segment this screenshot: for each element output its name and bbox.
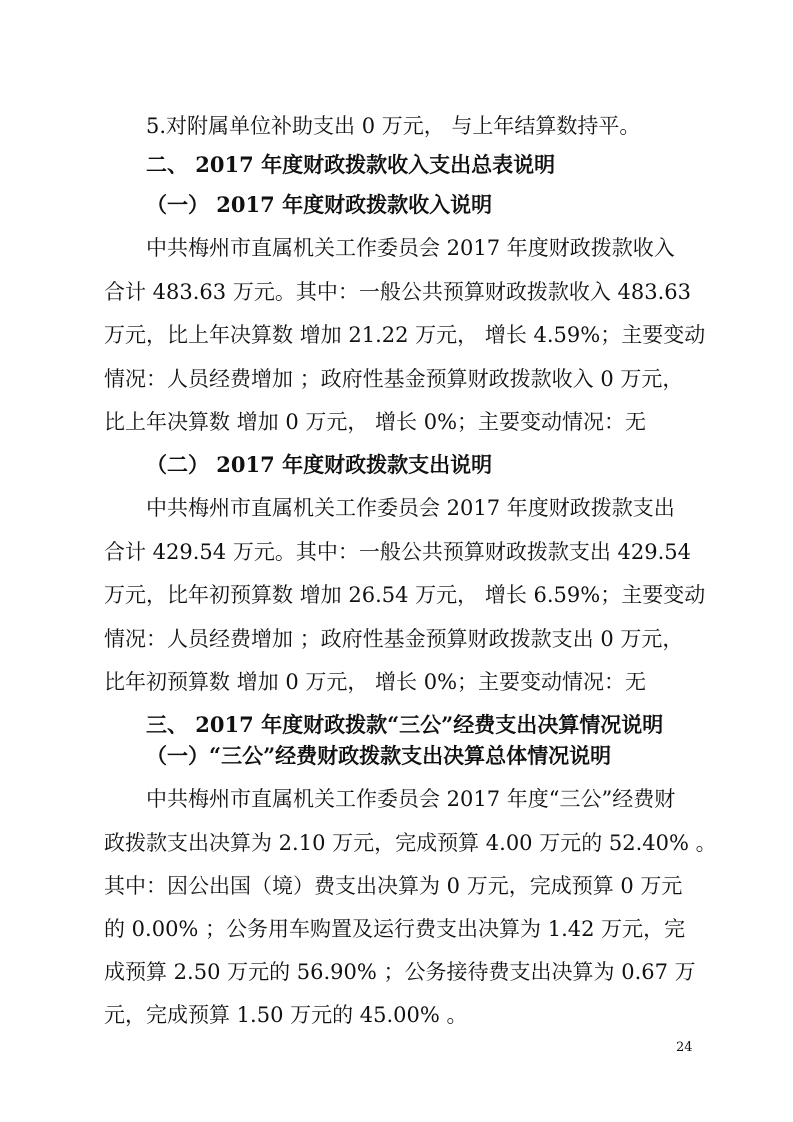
text-line: 其中：因公出国（境）费支出决算为 0 万元，完成预算 0 万元 [104,874,683,898]
subsection-heading: （一）“三公”经费财政拨款支出决算总体情况说明 [146,743,612,768]
text-line: 中共梅州市直属机关工作委员会 2017 年度财政拨款支出 [146,496,675,520]
text-line: 元，完成预算 1.50 万元的 45.00% 。 [104,1003,468,1027]
text-line: 成预算 2.50 万元的 56.90% ；公务接待费支出决算为 0.67 万 [104,960,696,984]
text-line: 万元，比年初预算数 增加 26.54 万元， 增长 6.59%；主要变动 [104,583,706,607]
text-line: 合计 483.63 万元。其中：一般公共预算财政拨款收入 483.63 [104,280,691,304]
text-line: 情况：人员经费增加 ；政府性基金预算财政拨款支出 0 万元， [104,627,684,651]
text-line: 比上年决算数 增加 0 万元， 增长 0%；主要变动情况：无 [104,410,647,434]
text-line: 情况：人员经费增加 ；政府性基金预算财政拨款收入 0 万元， [104,367,684,391]
text-line: 政拨款支出决算为 2.10 万元，完成预算 4.00 万元的 52.40% 。 [104,831,717,855]
text-line: 5.对附属单位补助支出 0 万元， 与上年结算数持平。 [146,114,641,138]
subsection-heading: （二） 2017 年度财政拨款支出说明 [146,452,493,477]
text-line: 比年初预算数 增加 0 万元， 增长 0%；主要变动情况：无 [104,670,647,694]
text-line: 万元，比上年决算数 增加 21.22 万元， 增长 4.59%；主要变动 [104,323,706,347]
text-line: 合计 429.54 万元。其中：一般公共预算财政拨款支出 429.54 [104,540,691,564]
subsection-heading: （一） 2017 年度财政拨款收入说明 [146,192,493,217]
text-line: 的 0.00% ；公务用车购置及运行费支出决算为 1.42 万元，完 [104,917,686,941]
section-heading: 二、 2017 年度财政拨款收入支出总表说明 [146,152,556,177]
text-line: 中共梅州市直属机关工作委员会 2017 年度“三公”经费财 [146,787,676,811]
page-number: 24 [676,1040,693,1055]
section-heading: 三、 2017 年度财政拨款“三公”经费支出决算情况说明 [146,712,664,737]
text-line: 中共梅州市直属机关工作委员会 2017 年度财政拨款收入 [146,236,675,260]
